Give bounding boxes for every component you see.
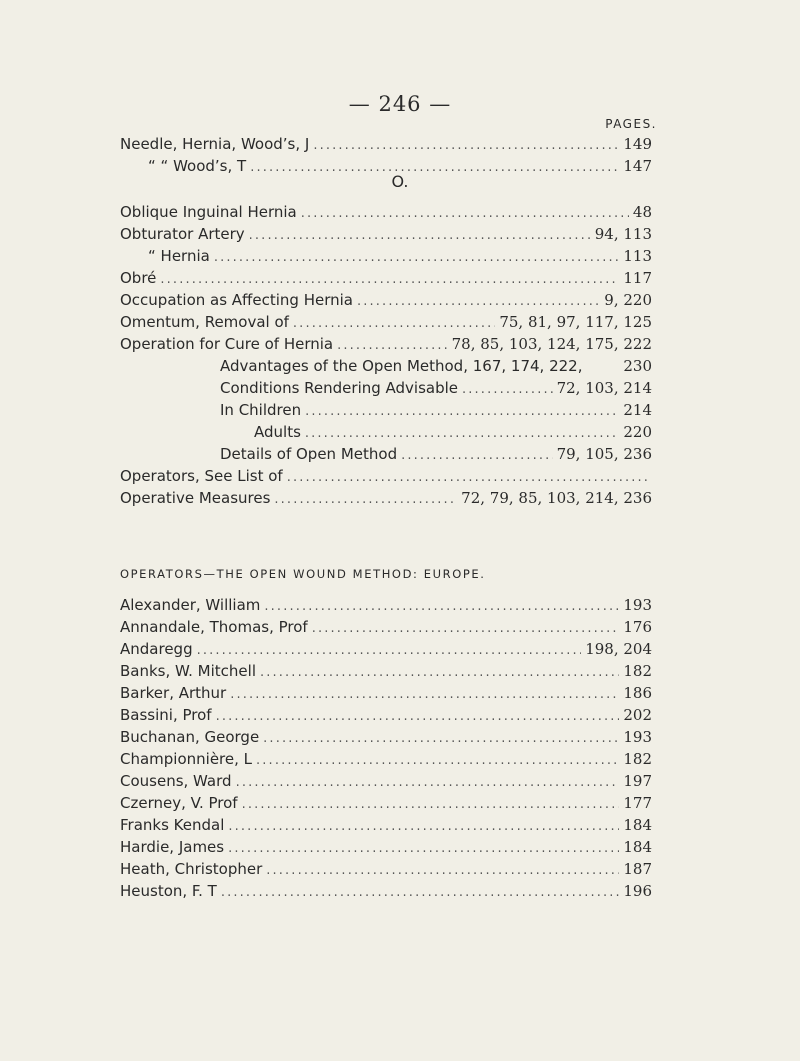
index-entry-label: Championnière, L	[120, 750, 253, 768]
index-entry-label: Czerney, V. Prof	[120, 794, 238, 812]
index-entry	[120, 135, 652, 157]
index-entry-pages: 94, 113	[594, 225, 652, 243]
index-entry-pages: 113	[623, 247, 652, 265]
index-entry-label: Obré	[120, 269, 157, 287]
leader-dots	[287, 470, 648, 485]
leader-dots	[293, 316, 495, 331]
index-entry-pages: 117	[623, 269, 652, 287]
leader-dots	[305, 404, 619, 419]
leader-dots	[236, 775, 620, 790]
index-entry	[120, 596, 652, 618]
index-entry	[120, 772, 652, 794]
index-entry	[120, 662, 652, 684]
leader-dots	[160, 272, 619, 287]
index-entry	[120, 489, 652, 511]
index-entry	[120, 247, 652, 269]
index-entry-pages: 184	[623, 838, 652, 856]
index-entry-pages: 9, 220	[604, 291, 652, 309]
index-entry-label: Annandale, Thomas, Prof	[120, 618, 308, 636]
index-entry-pages: 149	[623, 135, 652, 153]
index-entry-label: Barker, Arthur	[120, 684, 227, 702]
leader-dots	[401, 448, 552, 463]
index-entry-label: Advantages of the Open Method, 167, 174, 222,	[220, 357, 583, 375]
index-entry	[120, 357, 652, 379]
index-entry	[120, 838, 652, 860]
leader-dots	[337, 338, 447, 353]
index-entry-pages: 193	[623, 596, 652, 614]
index-entry	[120, 269, 652, 291]
index-entry-pages: 197	[623, 772, 652, 790]
index-entry-pages: 220	[623, 423, 652, 441]
index-entry-label: Heuston, F. T	[120, 882, 217, 900]
index-entry-label: Hardie, James	[120, 838, 225, 856]
index-entry-label: Franks Kendal	[120, 816, 225, 834]
index-entry-label: Omentum, Removal of	[120, 313, 289, 331]
index-entry-label: Occupation as Affecting Hernia	[120, 291, 353, 309]
index-entry	[120, 794, 652, 816]
index-entry-label: Oblique Inguinal Hernia	[120, 203, 297, 221]
index-entry	[120, 750, 652, 772]
index-entry-pages: 182	[623, 750, 652, 768]
index-entry	[120, 335, 652, 357]
leader-dots	[357, 294, 600, 309]
leader-dots	[264, 599, 619, 614]
page-number: — 246 —	[348, 92, 452, 116]
operator-entries-list	[120, 596, 652, 904]
index-entry	[120, 618, 652, 640]
index-entry-pages: 72, 103, 214	[556, 379, 652, 397]
index-entry	[120, 640, 652, 662]
index-entry-label: Alexander, William	[120, 596, 261, 614]
o-entries-list	[120, 203, 652, 511]
leader-dots	[256, 753, 619, 768]
leader-dots	[228, 841, 619, 856]
leader-dots	[305, 426, 619, 441]
index-entry-label: Operation for Cure of Hernia	[120, 335, 334, 353]
index-entry-label: Details of Open Method	[220, 445, 398, 463]
index-entry-pages: 177	[623, 794, 652, 812]
index-entry-label: In Children	[220, 401, 302, 419]
leader-dots	[266, 863, 619, 878]
index-entry-pages: 193	[623, 728, 652, 746]
leader-dots	[260, 665, 619, 680]
pages-column-label: PAGES.	[605, 117, 657, 131]
index-entry-label: “ Hernia	[148, 247, 210, 265]
leader-dots	[230, 687, 619, 702]
operators-subheading: OPERATORS—THE OPEN WOUND METHOD: EUROPE.	[120, 567, 486, 581]
leader-dots	[197, 643, 582, 658]
index-entry-label: Bassini, Prof	[120, 706, 212, 724]
index-entry-label: Operators, See List of	[120, 467, 283, 485]
index-entry-label: Cousens, Ward	[120, 772, 232, 790]
leader-dots	[221, 885, 620, 900]
index-entry	[120, 401, 652, 423]
index-entry-pages: 75, 81, 97, 117, 125	[499, 313, 652, 331]
index-entry-pages: 182	[623, 662, 652, 680]
index-entry	[120, 225, 652, 247]
leader-dots	[249, 228, 591, 243]
leader-dots	[263, 731, 619, 746]
index-entry	[120, 684, 652, 706]
index-entry	[120, 379, 652, 401]
index-entry	[120, 445, 652, 467]
index-entry-label: Conditions Rendering Advisable	[220, 379, 459, 397]
index-entry	[120, 882, 652, 904]
index-entry-label: Andaregg	[120, 640, 193, 658]
index-entry	[120, 313, 652, 335]
index-entry	[120, 860, 652, 882]
index-entry	[120, 467, 652, 489]
leader-dots	[462, 382, 553, 397]
index-entry-label: Operative Measures	[120, 489, 271, 507]
index-entry-pages: 147	[623, 157, 652, 175]
leader-dots	[274, 492, 457, 507]
index-entry	[120, 423, 652, 445]
leader-dots	[301, 206, 629, 221]
index-entry-pages: 176	[623, 618, 652, 636]
section-letter-o: O.	[391, 172, 409, 191]
index-entry	[120, 728, 652, 750]
index-entry-label: Banks, W. Mitchell	[120, 662, 256, 680]
index-entry-pages: 202	[623, 706, 652, 724]
index-entry-pages: 186	[623, 684, 652, 702]
index-entry	[120, 816, 652, 838]
leader-dots	[228, 819, 619, 834]
leader-dots	[312, 621, 620, 636]
index-entry-label: Obturator Artery	[120, 225, 245, 243]
index-entry-pages: 196	[623, 882, 652, 900]
leader-dots	[313, 138, 619, 153]
index-entry-pages: 79, 105, 236	[556, 445, 652, 463]
index-entry-pages: 187	[623, 860, 652, 878]
leader-dots	[242, 797, 620, 812]
index-entry-pages: 72, 79, 85, 103, 214, 236	[461, 489, 652, 507]
index-entry-pages: 198, 204	[585, 640, 652, 658]
index-entry-label: “ “ Wood’s, T	[148, 157, 247, 175]
index-entry-label: Heath, Christopher	[120, 860, 263, 878]
index-entry-pages: 78, 85, 103, 124, 175, 222	[451, 335, 652, 353]
index-entry-pages: 214	[623, 401, 652, 419]
index-entry	[120, 706, 652, 728]
index-entry-pages: 184	[623, 816, 652, 834]
index-entry-pages: 230	[623, 357, 652, 375]
index-entry	[120, 203, 652, 225]
index-entry-label: Adults	[254, 423, 301, 441]
index-entry-pages: 48	[632, 203, 652, 221]
leader-dots	[216, 709, 620, 724]
leader-dots	[214, 250, 620, 265]
index-entry-label: Needle, Hernia, Wood’s, J	[120, 135, 310, 153]
index-entry	[120, 291, 652, 313]
index-entry-label: Buchanan, George	[120, 728, 260, 746]
